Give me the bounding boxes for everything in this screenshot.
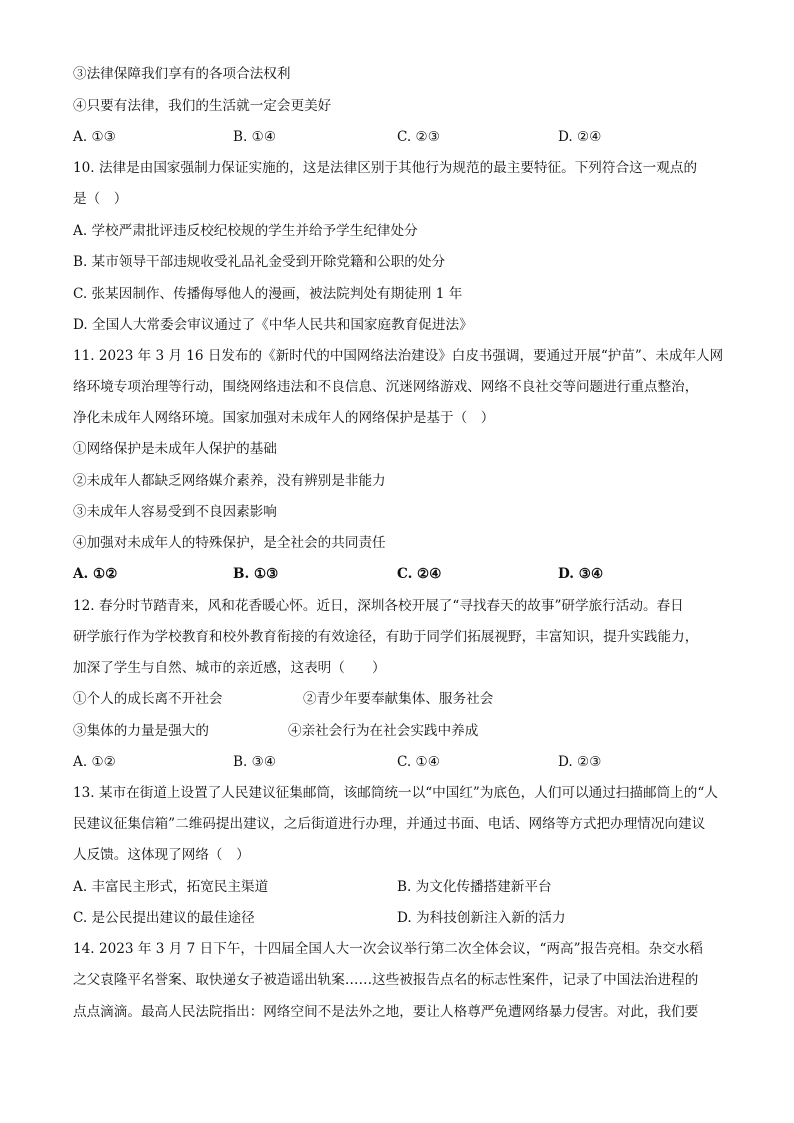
q14-stem-line-1: 14. 2023 年 3 月 7 日下午，十四届全国人大一次会议举行第二次全体会议，“两高”报告亮相。杂交水稻 [73,941,703,957]
q11-statement-1: ①网络保护是未成年人保护的基础 [73,441,277,457]
q13-choice-b: B. 为文化传播搭建新平台 [397,879,552,895]
q11-stem-line-2: 络环境专项治理等行动，围绕网络违法和不良信息、沉迷网络游戏、网络不良社交等问题进行重点整治， [73,379,699,395]
q10-choice-a: A. 学校严肃批评违反校纪校规的学生并给予学生纪律处分 [73,223,418,239]
q12-option-d: D. ②③ [558,754,602,770]
q13-choice-c: C. 是公民提出建议的最佳途径 [73,910,255,926]
q13-stem-line-1: 13. 某市在街道上设置了人民建议征集邮筒，该邮筒统一以“中国红”为底色，人们可以通过扫描邮筒上的“人 [73,785,718,801]
q10-choice-d: D. 全国人大常委会审议通过了《中华人民共和国家庭教育促进法》 [73,317,473,333]
q12-statement-2: ②青少年要奉献集体、服务社会 [303,691,494,707]
q12-stem-line-1: 12. 春分时节踏青来，风和花香暖心怀。近日，深圳各校开展了“寻找春天的故事”研学旅行活动。春日 [73,598,684,614]
q12-statement-4: ④亲社会行为在社会实践中养成 [288,723,479,739]
q10-stem-line-2: 是（ ） [73,191,128,207]
q13-choice-a: A. 丰富民主形式，拓宽民主渠道 [73,879,269,895]
q12-option-c: C. ①④ [397,754,440,770]
q13-choice-d: D. 为科技创新注入新的活力 [397,910,566,926]
q13-stem-line-3: 人反馈。这体现了网络（ ） [73,847,250,863]
q11-statement-2: ②未成年人都缺乏网络媒介素养，没有辨别是非能力 [73,473,386,489]
q11-statement-3: ③未成年人容易受到不良因素影响 [73,504,277,520]
q9-statement-3: ③法律保障我们享有的各项合法权利 [73,66,291,82]
q12-option-b: B. ③④ [233,754,277,770]
q12-stem-line-2: 研学旅行作为学校教育和校外教育衔接的有效途径，有助于同学们拓展视野，丰富知识，提升实践能力， [73,629,699,645]
q10-choice-c: C. 张某因制作、传播侮辱他人的漫画，被法院判处有期徒刑 1 年 [73,286,463,302]
q10-stem-line-1: 10. 法律是由国家强制力保证实施的，这是法律区别于其他行为规范的最主要特征。下列符合这一观点的 [73,160,698,176]
q11-option-d: D. ③④ [558,566,604,582]
q12-option-a: A. ①② [73,754,116,770]
q11-option-b: B. ①③ [233,566,279,582]
q11-option-c: C. ②④ [397,566,442,582]
q14-stem-line-2: 之父袁隆平名誉案、取快递女子被造谣出轨案……这些被报告点名的标志性案件，记录了中国法治进程的 [73,972,699,988]
q12-statement-1: ①个人的成长离不开社会 [73,691,223,707]
q11-statement-4: ④加强对未成年人的特殊保护，是全社会的共同责任 [73,535,386,551]
q12-stem-line-3: 加深了学生与自然、城市的亲近感，这表明（ ） [73,660,386,676]
q9-statement-4: ④只要有法律，我们的生活就一定会更美好 [73,98,332,114]
q11-stem-line-1: 11. 2023 年 3 月 16 日发布的《新时代的中国网络法治建设》白皮书强调，要通过开展“护苗”、未成年人网 [73,348,724,364]
q11-option-a: A. ①② [73,566,118,582]
q9-option-a: A. ①③ [73,129,116,145]
q9-option-b: B. ①④ [233,129,277,145]
q14-stem-line-3: 点点滴滴。最高人民法院指出：网络空间不是法外之地，要让人格尊严免遭网络暴力侵害。对此，我们要 [73,1004,699,1020]
q12-statement-3: ③集体的力量是强大的 [73,723,209,739]
q13-stem-line-2: 民建议征集信箱”二维码提出建议，之后街道进行办理，并通过书面、电话、网络等方式把办理情况向建议 [73,816,706,832]
q9-option-c: C. ②③ [397,129,440,145]
q10-choice-b: B. 某市领导干部违规收受礼品礼金受到开除党籍和公职的处分 [73,254,446,270]
q11-stem-line-3: 净化未成年人网络环境。国家加强对未成年人的网络保护是基于（ ） [73,410,495,426]
q9-option-d: D. ②④ [558,129,602,145]
